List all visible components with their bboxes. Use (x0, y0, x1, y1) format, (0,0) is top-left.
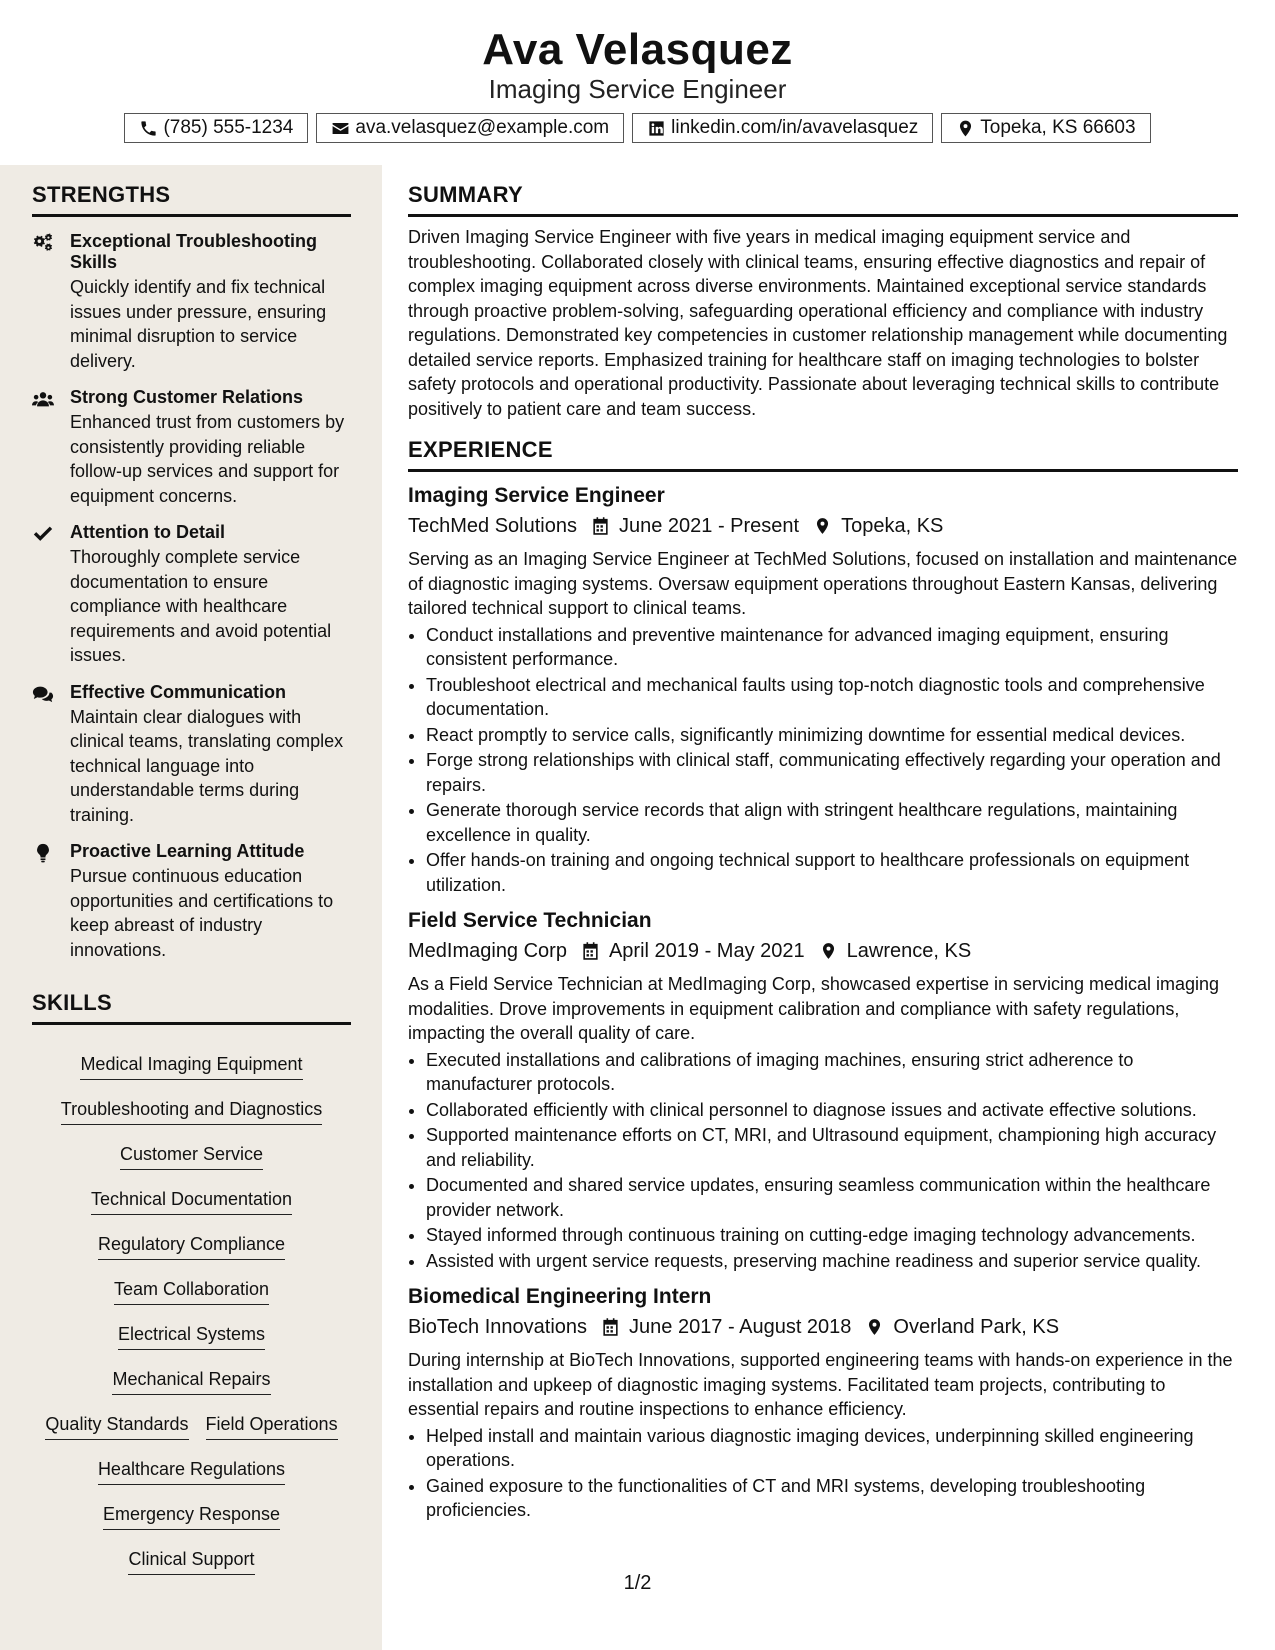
job-meta (408, 511, 1238, 541)
strength-title: Proactive Learning Attitude (70, 841, 305, 861)
page-number: 1/2 (623, 1572, 652, 1594)
contact-bar (0, 113, 1275, 143)
job-bullet: • Documented and shared service updates, ensuring seamless communication within the healthcare provider network. (426, 1173, 1238, 1222)
contact-location-text: Topeka, KS 66603 (980, 117, 1136, 138)
contact-linkedin-text: linkedin.com/in/avavelasquez (671, 117, 919, 138)
job-description: Serving as an Imaging Service Engineer at TechMed Solutions, focused on installation and maintenance of diagnostic imaging systems. Oversaw equipment operations throughout Eastern Kansas, delivering tailored technical support to clinical teams. (408, 549, 1238, 618)
skill-tag: Medical Imaging Equipment (80, 1052, 302, 1080)
strength-title: Exceptional Troubleshooting Skills (70, 231, 318, 272)
skills-heading: SKILLS (32, 990, 351, 1025)
job-company: MedImaging Corp (408, 940, 567, 962)
job-bullet: • Helped install and maintain various diagnostic imaging devices, underpinning skilled engineering operations. (426, 1424, 1238, 1473)
strength-desc: Pursue continuous education opportunities and certifications to keep abreast of industry innovations. (70, 866, 334, 960)
job-bullet: • Assisted with urgent service requests, preserving machine readiness and superior service quality. (426, 1249, 1238, 1274)
main-content (408, 182, 1238, 1523)
job-company: BioTech Innovations (408, 1316, 588, 1338)
job-title: Imaging Service Engineer (408, 484, 665, 507)
email-icon (331, 119, 350, 138)
contact-phone-text: (785) 555-1234 (163, 117, 294, 138)
strength-item (32, 522, 351, 668)
job-description: During internship at BioTech Innovations, supported engineering teams with hands-on experience in the installation and upkeep of diagnostic imaging systems. Facilitated team projects, contributing to essential repairs and routine inspections to enhance efficiency. (408, 1350, 1233, 1419)
job-title: Field Service Technician (408, 909, 652, 932)
strength-item (32, 231, 351, 373)
location-pin-icon (956, 119, 975, 138)
users-icon (32, 389, 54, 409)
check-icon (32, 524, 54, 544)
skill-tag: Troubleshooting and Diagnostics (61, 1097, 323, 1125)
strength-title: Effective Communication (70, 681, 287, 702)
job-bullet: • Offer hands-on training and ongoing technical support to healthcare professionals on equipment utilization. (426, 848, 1238, 897)
job-bullet: • Executed installations and calibrations of imaging machines, ensuring strict adherence to manufacturer protocols. (426, 1048, 1238, 1097)
skill-tag: Healthcare Regulations (98, 1457, 285, 1485)
job-bullet: • Troubleshoot electrical and mechanical faults using top-notch diagnostic tools and comprehensive documentation. (426, 673, 1238, 722)
job-dates: June 2021 - Present (618, 515, 800, 537)
job-description: As a Field Service Technician at MedImaging Corp, showcased expertise in servicing medical imaging modalities. Drove improvements in equipment calibration and compliance with safety regulations, impacting the overall quality of care. (408, 974, 1220, 1043)
job-company: TechMed Solutions (408, 515, 577, 537)
job-bullets (408, 1048, 1238, 1274)
skills-list (32, 1035, 351, 1575)
calendar-icon (591, 516, 610, 536)
sidebar (0, 165, 382, 1650)
comments-icon (32, 684, 54, 704)
job-meta (408, 1312, 1238, 1342)
job-location: Topeka, KS (841, 515, 944, 537)
linkedin-icon (647, 119, 666, 138)
location-pin-icon (819, 941, 838, 961)
job-dates: June 2017 - August 2018 (629, 1316, 852, 1338)
strength-item (32, 841, 351, 962)
contact-linkedin[interactable] (632, 113, 933, 143)
strength-desc: Enhanced trust from customers by consistently providing reliable follow-up services and support for equipment concerns. (70, 412, 345, 506)
job-bullet: • Supported maintenance efforts on CT, MRI, and Ultrasound equipment, championing high accuracy and reliability. (426, 1123, 1238, 1172)
job-bullet: • React promptly to service calls, significantly minimizing downtime for essential medical devices. (426, 723, 1238, 748)
job-entry (408, 1283, 1238, 1523)
skill-tag: Regulatory Compliance (98, 1232, 285, 1260)
candidate-name: Ava Velasquez (482, 25, 793, 74)
job-dates: April 2019 - May 2021 (608, 940, 805, 962)
strength-item (32, 387, 351, 508)
gears-icon (32, 233, 54, 253)
experience-heading: EXPERIENCE (408, 437, 1238, 472)
job-entry (408, 482, 1238, 897)
job-bullet: • Forge strong relationships with clinical staff, communicating effectively regarding your operation and repairs. (426, 748, 1238, 797)
strength-item (32, 682, 351, 828)
job-bullet: • Stayed informed through continuous training on cutting-edge imaging technology advancements. (426, 1223, 1238, 1248)
strength-desc: Maintain clear dialogues with clinical teams, translating complex technical language into understandable terms during training. (70, 706, 344, 825)
job-meta (408, 936, 1238, 966)
job-bullet: • Generate thorough service records that align with stringent healthcare regulations, maintaining excellence in quality. (426, 798, 1238, 847)
job-bullets (408, 623, 1238, 898)
calendar-icon (601, 1317, 620, 1337)
contact-location (941, 113, 1150, 143)
skill-tag: Clinical Support (128, 1547, 254, 1575)
job-bullet: • Collaborated efficiently with clinical personnel to diagnose issues and activate effective solutions. (426, 1098, 1238, 1123)
strength-desc: Thoroughly complete service documentation to ensure compliance with healthcare requirements and avoid potential issues. (70, 547, 332, 665)
summary-text: Driven Imaging Service Engineer with five years in medical imaging equipment service and troubleshooting. Collaborated closely with clinical teams, ensuring effective diagnostics and repair of complex imaging equipment across diverse environments. Maintained exceptional service standards through proactive problem-solving, safeguarding operational efficiency and compliance with industry regulations. Demonstrated key competencies in customer relationship management while documenting detailed service reports. Emphasized training for healthcare staff on imaging technologies to bolster safety protocols and operational productivity. Passionate about leveraging technical skills to contribute positively to patient care and team success. (408, 227, 1228, 419)
strength-title: Attention to Detail (70, 522, 225, 542)
resume-header (0, 0, 1275, 165)
location-pin-icon (813, 516, 832, 536)
job-location: Overland Park, KS (893, 1316, 1060, 1338)
candidate-role: Imaging Service Engineer (488, 74, 787, 104)
job-bullet: • Conduct installations and preventive maintenance for advanced imaging equipment, ensuring consistent performance. (426, 623, 1238, 672)
skill-tag: Quality Standards (45, 1412, 188, 1440)
skill-tag: Customer Service (120, 1142, 263, 1170)
summary-heading: SUMMARY (408, 182, 1238, 217)
job-entry (408, 907, 1238, 1273)
strength-desc: Quickly identify and fix technical issues under pressure, ensuring minimal disruption to service delivery. (70, 277, 327, 371)
contact-phone[interactable] (124, 113, 308, 143)
contact-email[interactable] (316, 113, 624, 143)
skill-tag: Electrical Systems (118, 1322, 265, 1350)
contact-email-text: ava.velasquez@example.com (355, 117, 610, 138)
skill-tag: Technical Documentation (91, 1187, 292, 1215)
skill-tag: Team Collaboration (114, 1277, 269, 1305)
lightbulb-icon (32, 843, 54, 863)
calendar-icon (581, 941, 600, 961)
phone-icon (139, 119, 158, 138)
skill-tag: Mechanical Repairs (112, 1367, 270, 1395)
skill-tag: Emergency Response (103, 1502, 280, 1530)
strengths-heading: STRENGTHS (32, 182, 351, 217)
strength-title: Strong Customer Relations (70, 387, 304, 407)
skill-tag: Field Operations (206, 1412, 338, 1440)
job-location: Lawrence, KS (846, 940, 972, 962)
job-bullets (408, 1424, 1238, 1523)
job-title: Biomedical Engineering Intern (408, 1285, 712, 1308)
job-bullet: • Gained exposure to the functionalities of CT and MRI systems, developing troubleshooting proficiencies. (426, 1474, 1238, 1523)
location-pin-icon (865, 1317, 884, 1337)
